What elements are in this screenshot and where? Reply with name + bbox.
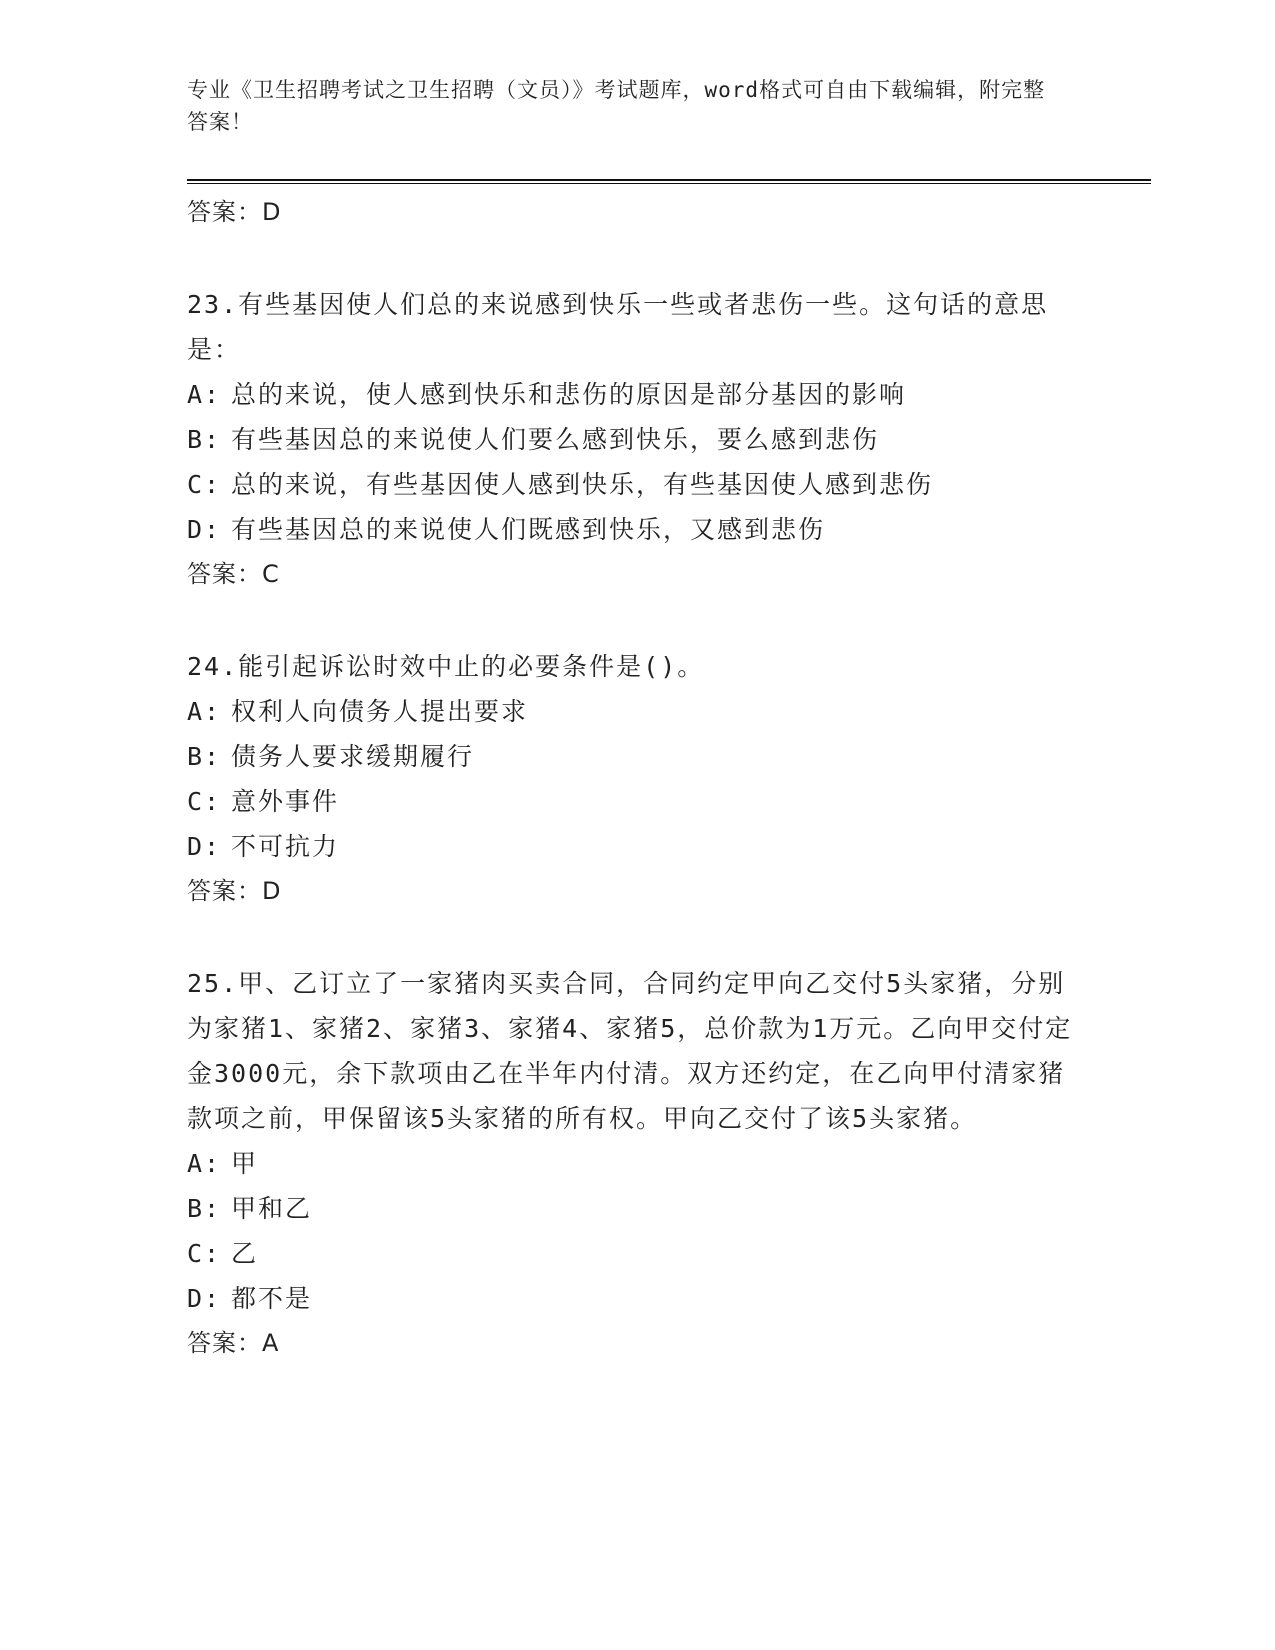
header-rule-thin (187, 183, 1151, 184)
question-block (187, 961, 1087, 1365)
option-a (187, 689, 1087, 734)
option-text: 甲 (231, 1149, 259, 1178)
header-rule-thick (187, 179, 1151, 181)
option-text: 债务人要求缓期履行 (231, 742, 475, 771)
option-text: 都不是 (231, 1284, 313, 1313)
answer-line: 答案：A (187, 1329, 280, 1357)
question-stem: 25.甲、乙订立了一家猪肉买卖合同，合同约定甲向乙交付5头家猪，分别为家猪1、家猪2、家猪3、家猪4、家猪5，总价款为1万元。乙向甲交付定金3000元，余下款项由乙在半年内付清。双方还约定，在乙向甲付清家猪款项之前，甲保留该5头家猪的所有权。甲向乙交付了该5头家猪。 (187, 969, 1073, 1133)
question-stem: 24.能引起诉讼时效中止的必要条件是()。 (187, 652, 705, 681)
option-b (187, 417, 1087, 462)
option-b (187, 1186, 1087, 1231)
document-header: 专业《卫生招聘考试之卫生招聘（文员）》考试题库，word格式可自由下载编辑，附完整答案！ (187, 78, 1046, 134)
option-letter: A: (187, 697, 222, 726)
option-a (187, 372, 1087, 417)
option-text: 甲和乙 (231, 1194, 313, 1223)
option-d (187, 507, 1087, 552)
option-letter: C: (187, 470, 222, 499)
option-c (187, 779, 1087, 824)
question-block (187, 644, 1087, 913)
option-letter: A: (187, 1149, 222, 1178)
option-text: 总的来说，使人感到快乐和悲伤的原因是部分基因的影响 (231, 380, 907, 409)
question-block (187, 282, 1087, 596)
option-letter: D: (187, 832, 222, 861)
option-letter: A: (187, 380, 222, 409)
answer-line: 答案：C (187, 560, 280, 588)
question-list (187, 190, 1087, 1365)
option-text: 权利人向债务人提出要求 (231, 697, 529, 726)
question-stem: 23.有些基因使人们总的来说感到快乐一些或者悲伤一些。这句话的意思是： (187, 290, 1049, 364)
option-d (187, 824, 1087, 869)
option-text: 意外事件 (231, 787, 340, 816)
answer-line: 答案：D (187, 198, 282, 226)
option-text: 总的来说，有些基因使人感到快乐，有些基因使人感到悲伤 (231, 470, 934, 499)
option-letter: B: (187, 742, 222, 771)
option-a (187, 1141, 1087, 1186)
option-c (187, 462, 1087, 507)
answer-line: 答案：D (187, 877, 282, 905)
option-text: 有些基因总的来说使人们既感到快乐，又感到悲伤 (231, 515, 826, 544)
option-b (187, 734, 1087, 779)
option-letter: B: (187, 425, 222, 454)
option-letter: C: (187, 1239, 222, 1268)
option-letter: B: (187, 1194, 222, 1223)
option-text: 乙 (231, 1239, 259, 1268)
option-letter: D: (187, 1284, 222, 1313)
option-text: 不可抗力 (231, 832, 340, 861)
option-letter: C: (187, 787, 222, 816)
option-c (187, 1231, 1087, 1276)
option-d (187, 1276, 1087, 1321)
option-letter: D: (187, 515, 222, 544)
option-text: 有些基因总的来说使人们要么感到快乐，要么感到悲伤 (231, 425, 880, 454)
